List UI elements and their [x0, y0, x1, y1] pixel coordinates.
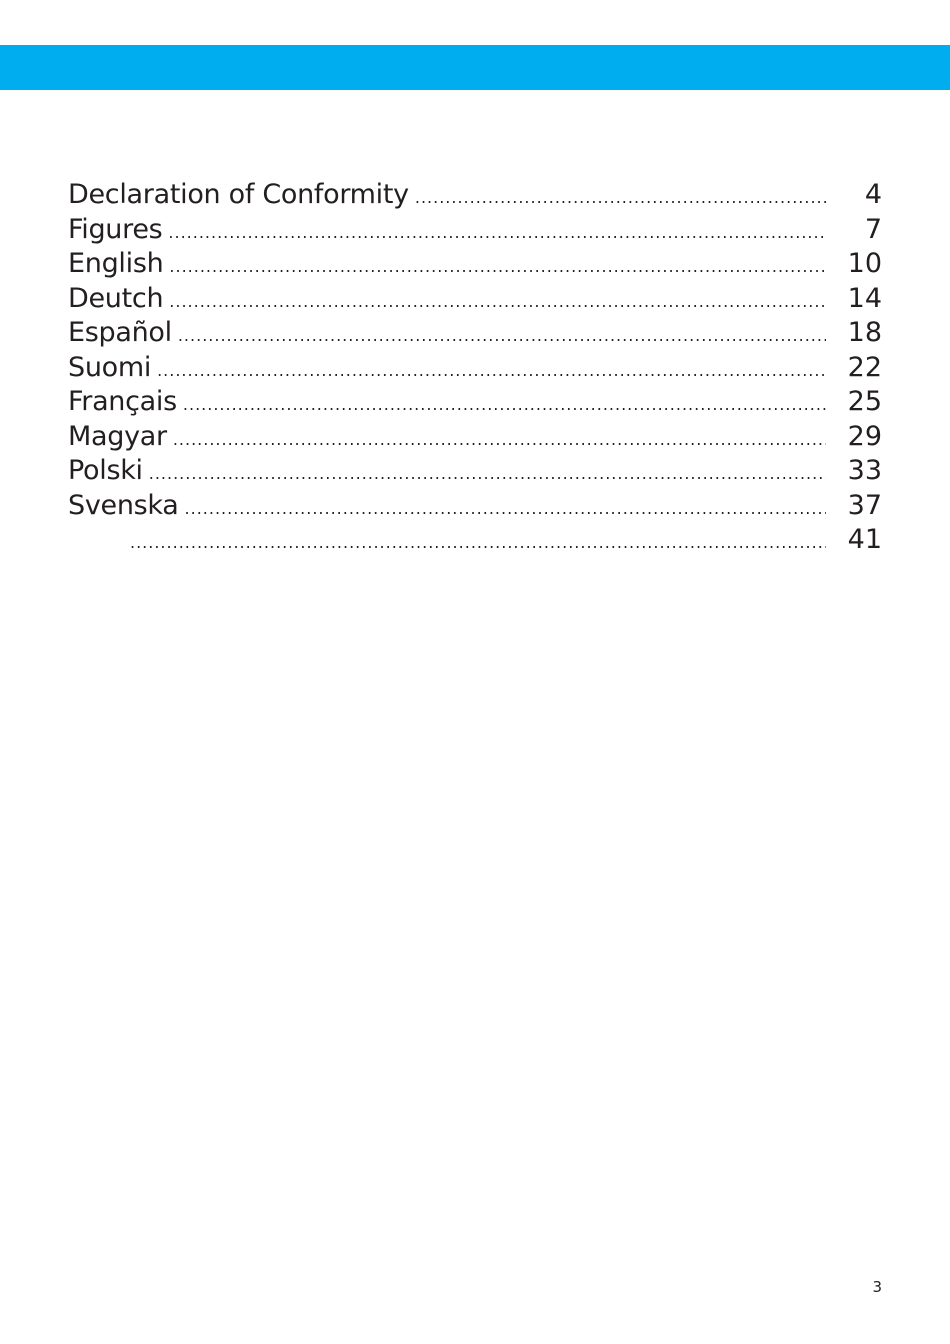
- toc-entry-label: Magyar: [68, 420, 167, 452]
- dot-leader: [415, 181, 826, 216]
- toc-entry-page: 18: [847, 317, 882, 348]
- toc-entry-label: Figures: [68, 213, 163, 245]
- toc-entry-label: Declaration of Conformity: [68, 179, 409, 210]
- toc-entry-label: Suomi: [68, 351, 152, 383]
- toc-entry-label: Español: [68, 317, 172, 348]
- dot-leader: [185, 492, 826, 527]
- toc-entry-page: 41: [847, 524, 882, 555]
- toc-entry[interactable]: [68, 454, 882, 489]
- toc-entry-page: 29: [847, 420, 882, 452]
- toc-entry-page: 25: [847, 386, 882, 417]
- toc-entry[interactable]: [68, 385, 882, 420]
- dot-leader: [168, 216, 826, 251]
- toc-entry[interactable]: [68, 351, 882, 386]
- toc-entry-page: 22: [847, 351, 882, 383]
- toc-entry-label: Svenska: [68, 489, 179, 521]
- dot-leader: [173, 423, 826, 458]
- toc-entry[interactable]: [68, 489, 882, 524]
- table-of-contents: [68, 178, 882, 558]
- toc-entry-page: 37: [847, 489, 882, 521]
- toc-entry-label: Français: [68, 386, 177, 417]
- toc-entry-page: 10: [847, 248, 882, 279]
- toc-entry-page: 33: [847, 455, 882, 486]
- toc-entry[interactable]: [68, 178, 882, 213]
- toc-entry-page: 4: [864, 179, 882, 210]
- page-number: 3: [872, 1278, 882, 1296]
- toc-entry[interactable]: [68, 523, 882, 558]
- header-bar: [0, 45, 950, 90]
- toc-entry-page: 7: [864, 213, 882, 245]
- dot-leader: [178, 319, 826, 354]
- dot-leader: [157, 354, 826, 389]
- toc-entry-page: 14: [847, 282, 882, 314]
- toc-entry[interactable]: [68, 213, 882, 248]
- dot-leader: [169, 250, 826, 285]
- dot-leader: [130, 526, 826, 561]
- toc-entry-label: Deutch: [68, 282, 164, 314]
- toc-entry-label: English: [68, 248, 164, 279]
- toc-entry[interactable]: [68, 282, 882, 317]
- toc-entry[interactable]: [68, 316, 882, 351]
- dot-leader: [183, 388, 826, 423]
- dot-leader: [169, 285, 826, 320]
- toc-entry-label: Polski: [68, 455, 143, 486]
- toc-entry[interactable]: [68, 420, 882, 455]
- dot-leader: [149, 457, 826, 492]
- toc-entry[interactable]: [68, 247, 882, 282]
